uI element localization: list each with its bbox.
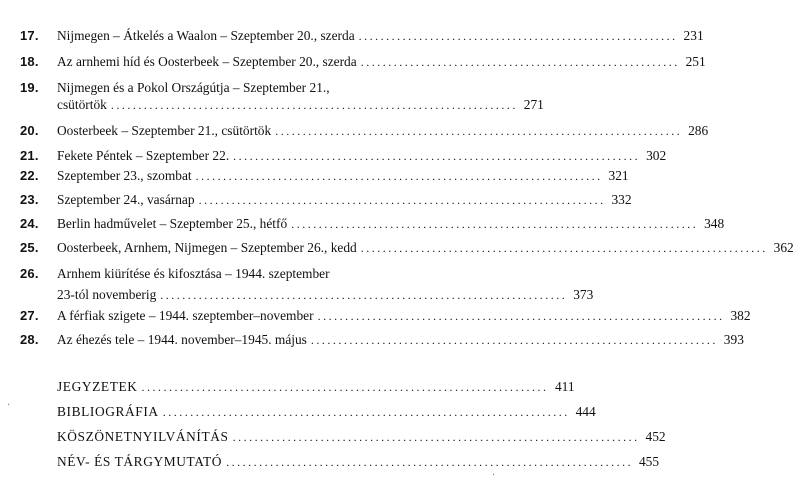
section-title: NÉV- ÉS TÁRGYMUTATÓ <box>57 454 223 469</box>
page-number: 362 <box>773 240 794 255</box>
chapter-number: 24. <box>20 216 39 231</box>
toc-entry <box>0 215 725 232</box>
chapter-number: 21. <box>20 148 39 163</box>
toc-entry <box>0 147 667 164</box>
chapter-number: 22. <box>20 168 39 183</box>
page-number: 231 <box>683 28 704 43</box>
chapter-title: Berlin hadművelet – Szeptember 25., hétfő <box>57 216 288 231</box>
page-number: 393 <box>723 332 744 347</box>
chapter-number: 17. <box>20 28 39 43</box>
chapter-title: Nijmegen – Átkelés a Waalon – Szeptember 20., szerda <box>57 28 355 43</box>
dot-leader: .......................................................................... <box>310 333 718 347</box>
section-title: BIBLIOGRÁFIA <box>57 404 159 419</box>
chapter-number: 27. <box>20 308 39 323</box>
toc-entry <box>0 239 794 256</box>
dot-leader: .......................................................................... <box>233 149 641 163</box>
page-number: 251 <box>685 54 706 69</box>
page-number: 452 <box>645 429 666 444</box>
chapter-number: 23. <box>20 192 39 207</box>
chapter-title: Szeptember 23., szombat <box>57 168 192 183</box>
dot-leader: .......................................................................... <box>291 217 699 231</box>
toc-entry <box>0 167 629 184</box>
chapter-number: 18. <box>20 54 39 69</box>
chapter-number: 25. <box>20 240 39 255</box>
dot-leader: .......................................................... <box>358 29 678 43</box>
dot-leader: .......................................................................... <box>162 405 570 419</box>
section-title: JEGYZETEK <box>57 379 138 394</box>
toc-entry <box>0 122 709 139</box>
toc-back-entry <box>0 403 596 420</box>
chapter-title-line1: Nijmegen és a Pokol Országútja – Szeptember 21., <box>57 80 330 95</box>
chapter-title: 23-tól novemberig <box>57 287 157 302</box>
page-number: 348 <box>704 216 725 231</box>
chapter-title: Oosterbeek, Arnhem, Nijmegen – Szeptember 26., kedd <box>57 240 357 255</box>
chapter-title: A férfiak szigete – 1944. szeptember–november <box>57 308 314 323</box>
chapter-title: csütörtök <box>57 97 107 112</box>
toc-entry <box>0 331 744 348</box>
page-number: 271 <box>523 97 544 112</box>
dot-leader: .......................................................................... <box>160 288 568 302</box>
page-number: 382 <box>730 308 751 323</box>
page-number: 302 <box>646 148 667 163</box>
toc-entry <box>0 53 706 70</box>
page-number: 373 <box>573 287 594 302</box>
dot-leader: .......................................................................... <box>110 98 518 112</box>
chapter-number: 19. <box>20 80 39 95</box>
scan-speck: · <box>7 400 11 411</box>
chapter-number: 26. <box>20 266 39 281</box>
toc-entry <box>0 265 502 282</box>
chapter-title: Oosterbeek – Szeptember 21., csütörtök <box>57 123 272 138</box>
page-number: 321 <box>608 168 629 183</box>
page-number: 455 <box>638 454 660 469</box>
dot-leader: .......................................................................... <box>275 124 683 138</box>
toc-entry <box>0 27 704 44</box>
toc-entry <box>0 79 502 96</box>
section-title: KÖSZÖNETNYILVÁNÍTÁS <box>57 429 229 444</box>
dot-leader: .......................................................................... <box>317 309 725 323</box>
scan-speck: · <box>492 470 496 481</box>
dot-leader: .......................................................................... <box>141 380 549 394</box>
chapter-title-line1: Arnhem kiürítése és kifosztása – 1944. szeptember <box>57 266 330 281</box>
dot-leader: .......................................................................... <box>195 169 603 183</box>
page-number: 444 <box>575 404 596 419</box>
dot-leader: .......................................................................... <box>360 241 768 255</box>
chapter-title: Szeptember 24., vasárnap <box>57 192 195 207</box>
dot-leader: .......................................................................... <box>226 455 634 469</box>
chapter-title: Fekete Péntek – Szeptember 22. <box>57 148 230 163</box>
dot-leader: .......................................................... <box>360 55 680 69</box>
toc-back-entry <box>0 453 660 470</box>
chapter-number: 28. <box>20 332 39 347</box>
page-number: 411 <box>554 379 575 394</box>
chapter-number: 20. <box>20 123 39 138</box>
chapter-title: Az arnhemi híd és Oosterbeek – Szeptember 20., szerda <box>57 54 357 69</box>
dot-leader: .......................................................................... <box>232 430 640 444</box>
toc-back-entry <box>0 378 575 395</box>
toc-back-entry <box>0 428 666 445</box>
toc-entry <box>0 307 751 324</box>
page-number: 286 <box>688 123 709 138</box>
chapter-title: Az éhezés tele – 1944. november–1945. május <box>57 332 307 347</box>
toc-entry-continuation <box>0 286 594 303</box>
toc-entry-continuation <box>0 96 544 113</box>
page-number: 332 <box>611 192 632 207</box>
toc-entry <box>0 191 632 208</box>
dot-leader: .......................................................................... <box>198 193 606 207</box>
